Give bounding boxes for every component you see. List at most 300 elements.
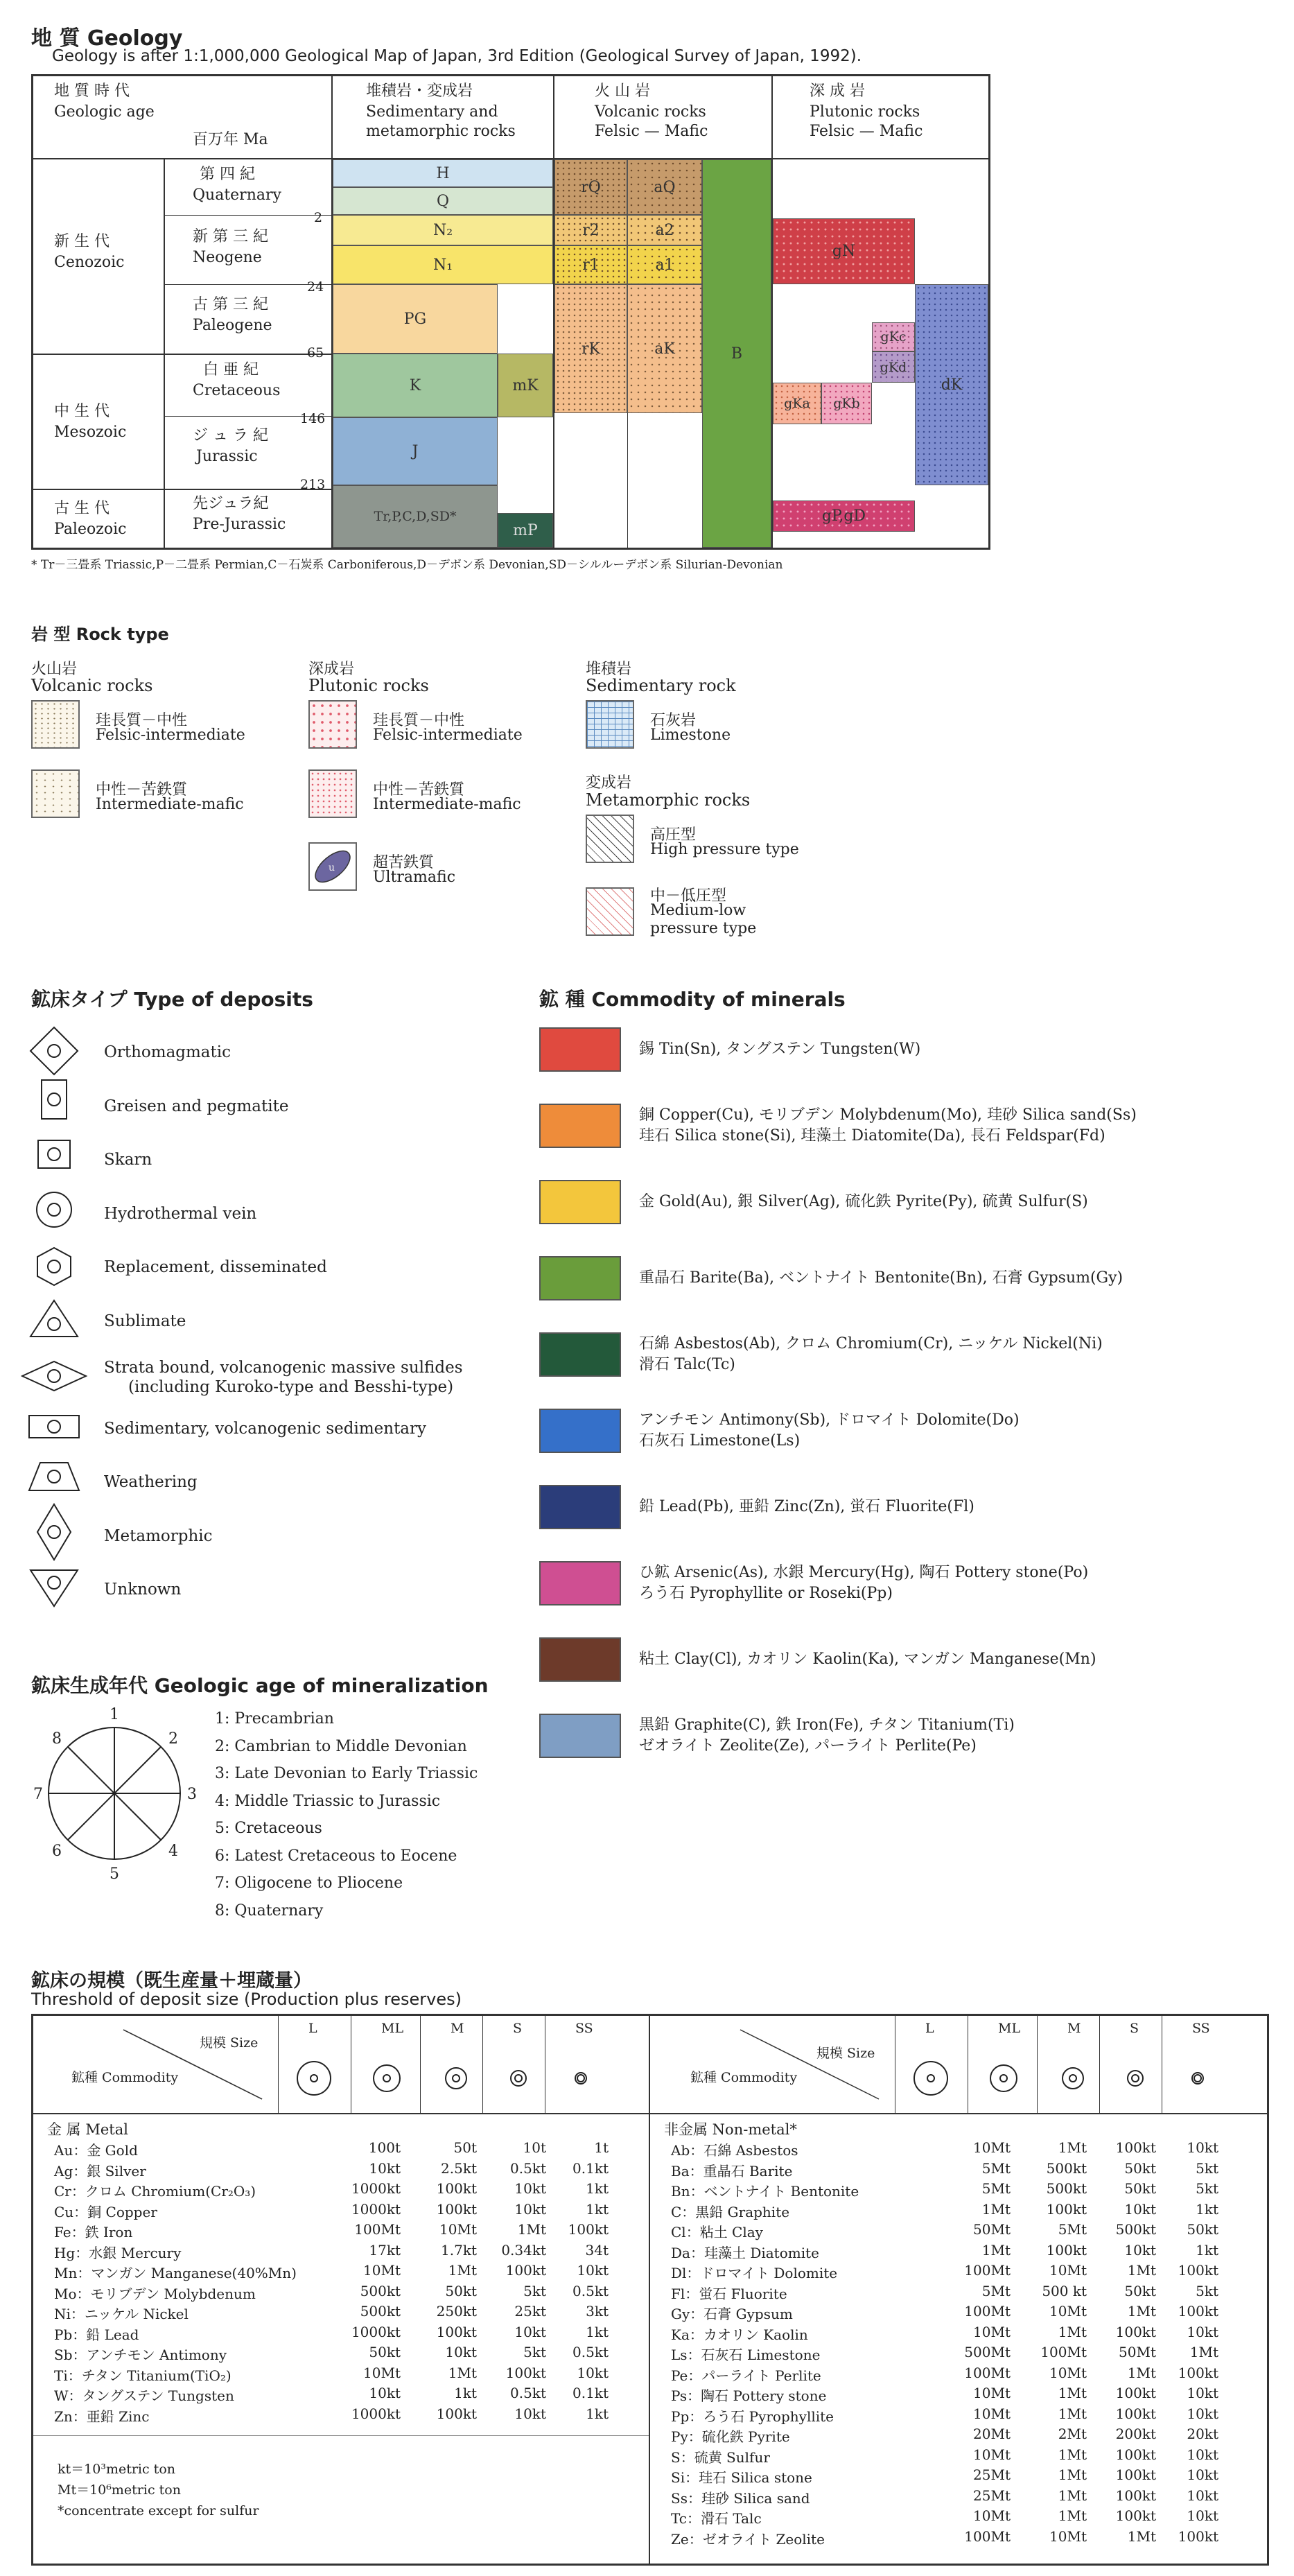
commodity-text: ろう石 Pyrophyllite or Roseki(Pp)	[639, 1585, 893, 1602]
table-cell: 50Mt	[973, 2221, 1011, 2238]
table-cell: 1Mt	[1058, 2507, 1087, 2524]
table-cell: 100kt	[1046, 2200, 1087, 2218]
legend-label: 珪長質－中性	[96, 712, 188, 729]
triangle-circle-icon	[30, 1300, 78, 1337]
table-cell: 1000kt	[351, 2323, 401, 2340]
table-row-name: Hg：水銀 Mercury	[54, 2244, 182, 2261]
commodity-text: 石綿 Asbestos(Ab), クロム Chromium(Cr), ニッケル Nickel(Ni)	[639, 1335, 1103, 1352]
diamond-circle-icon	[30, 1027, 78, 1074]
table-cell: 10kt	[514, 2180, 546, 2197]
table-cell: 1kt	[586, 2180, 609, 2197]
table-cell: 50Mt	[1119, 2344, 1156, 2360]
unit-gp: gP,gD	[773, 501, 915, 532]
table-cell: 1Mt	[1058, 2385, 1087, 2401]
table-cell: 500kt	[1046, 2180, 1087, 2197]
table-cell: 5Mt	[981, 2282, 1011, 2299]
sedimentary-en: Sedimentary rock	[586, 676, 736, 695]
table-cell: 1t	[594, 2139, 609, 2156]
unit-mk: mK	[498, 354, 553, 417]
period-en: Jurassic	[196, 448, 258, 465]
unit-r1: r1	[554, 245, 627, 284]
table-cell: 34t	[585, 2241, 609, 2259]
legend-label: Limestone	[650, 726, 731, 744]
table-cell: 500kt	[360, 2282, 401, 2299]
era-en: Paleozoic	[54, 521, 127, 538]
table-cell: 10Mt	[1049, 2364, 1087, 2381]
volcanic-jp: 火山岩	[31, 661, 78, 678]
table-cell: 100kt	[436, 2323, 477, 2340]
table-row-name: W：タングステン Tungsten	[54, 2387, 234, 2404]
table-cell: 10Mt	[1049, 2262, 1087, 2279]
size-code: ML	[998, 2021, 1021, 2036]
legend-label: 中性－苦鉄質	[373, 781, 465, 799]
table-cell: 5kt	[523, 2344, 546, 2360]
table-cell: 1000kt	[351, 2405, 401, 2422]
table-cell: 200kt	[1115, 2426, 1156, 2442]
table-cell: 50kt	[369, 2344, 401, 2360]
table-cell: 1Mt	[981, 2200, 1011, 2218]
note: *concentrate except for sulfur	[58, 2503, 259, 2518]
deposit-type-title: 鉱床タイプ Type of deposits	[31, 988, 313, 1011]
legend-label: 石灰岩	[650, 712, 697, 729]
commodity-swatch	[539, 1409, 621, 1453]
lens-circle-icon	[22, 1361, 86, 1391]
threshold-title: 鉱床の規模（既生産量＋埋蔵量）	[31, 1970, 312, 1992]
mineral-age-title: 鉱床生成年代 Geologic age of mineralization	[31, 1674, 489, 1697]
unit-ak: aK	[627, 284, 702, 413]
table-cell: 0.5kt	[510, 2385, 546, 2401]
table-cell: 1Mt	[1127, 2527, 1156, 2545]
table-cell: 100kt	[1115, 2466, 1156, 2483]
table-cell: 1Mt	[981, 2241, 1011, 2259]
header-sed-en1: Sedimentary and	[366, 103, 498, 121]
age-clock-diagram	[31, 1702, 211, 1882]
table-row-name: Sb：アンチモン Antimony	[54, 2347, 227, 2363]
rock-type-title: 岩 型 Rock type	[31, 625, 169, 644]
table-cell: 1000kt	[351, 2200, 401, 2218]
table-cell: 250kt	[436, 2303, 477, 2320]
table-cell: 1Mt	[1058, 2466, 1087, 2483]
plutonic-jp: 深成岩	[308, 661, 355, 678]
legend-label: Medium-low	[650, 902, 746, 919]
metal-header: 金 属 Metal	[47, 2121, 128, 2138]
age-num: 3	[187, 1786, 197, 1803]
volcanic-en: Volcanic rocks	[31, 676, 153, 695]
legend-label: Ultramafic	[373, 869, 456, 886]
table-row-name: Bn：ベントナイト Bentonite	[671, 2183, 859, 2200]
header-plu-en2: Felsic — Mafic	[810, 123, 923, 140]
commodity-text: 黒鉛 Graphite(C), 鉄 Iron(Fe), チタン Titanium(Ti)	[639, 1716, 1015, 1734]
table-cell: 100kt	[1178, 2303, 1218, 2320]
table-cell: 5kt	[1196, 2159, 1218, 2177]
period-en: Neogene	[193, 249, 262, 266]
table-cell: 5Mt	[981, 2159, 1011, 2177]
wide-rect-circle-icon	[29, 1416, 79, 1438]
commodity-title: 鉱 種 Commodity of minerals	[539, 988, 846, 1011]
table-cell: 1kt	[586, 2323, 609, 2340]
trapezoid-circle-icon	[29, 1463, 79, 1490]
commodity-swatch	[539, 1180, 621, 1224]
table-row-name: Mn：マンガン Manganese(40%Mn)	[54, 2265, 297, 2281]
table-cell: 0.5kt	[572, 2282, 609, 2299]
table-cell: 10Mt	[973, 2446, 1011, 2463]
deposit-label: Skarn	[104, 1151, 152, 1169]
table-cell: 2.5kt	[441, 2159, 477, 2177]
table-cell: 100kt	[568, 2221, 609, 2238]
table-cell: 50kt	[1124, 2180, 1156, 2197]
header-vol-jp: 火 山 岩	[595, 82, 650, 100]
table-cell: 2Mt	[1058, 2426, 1087, 2442]
table-row-name: Pe：パーライト Perlite	[671, 2367, 821, 2384]
table-cell: 1000kt	[351, 2180, 401, 2197]
table-cell: 100Mt	[964, 2527, 1011, 2545]
commodity-text: 粘土 Clay(Cl), カオリン Kaolin(Ka), マンガン Manganese(Mn)	[639, 1651, 1096, 1668]
note: kt＝10³metric ton	[58, 2462, 175, 2477]
table-cell: 500kt	[360, 2303, 401, 2320]
table-cell: 10kt	[1187, 2466, 1218, 2483]
table-cell: 10kt	[445, 2344, 477, 2360]
commodity-swatch	[539, 1637, 621, 1682]
table-cell: 10kt	[577, 2364, 609, 2381]
size-circle-icon	[293, 2057, 335, 2099]
table-cell: 0.34kt	[501, 2241, 546, 2259]
deposit-label: Unknown	[104, 1581, 182, 1599]
unit-j: J	[333, 417, 498, 485]
table-row-name: Cu：銅 Copper	[54, 2203, 157, 2220]
size-circle-icon	[1177, 2057, 1218, 2099]
table-cell: 1Mt	[1189, 2344, 1218, 2360]
commodity-text: 重晶石 Barite(Ba), ベントナイト Bentonite(Bn), 石膏 Gypsum(Gy)	[639, 1269, 1123, 1287]
period-en: Cretaceous	[193, 382, 281, 399]
size-circle-icon	[1114, 2057, 1156, 2099]
table-cell: 10Mt	[973, 2323, 1011, 2340]
header-sed-en2: metamorphic rocks	[366, 123, 516, 140]
ma-tick: 24	[307, 279, 324, 295]
tall-diamond-circle-icon	[37, 1504, 71, 1560]
age-item: 7: Oligocene to Pliocene	[215, 1874, 403, 1892]
header-plu-jp: 深 成 岩	[810, 82, 865, 100]
table-cell: 50kt	[1124, 2159, 1156, 2177]
age-num: 6	[52, 1843, 62, 1860]
commodity-swatch	[539, 1104, 621, 1148]
unit-k: K	[333, 354, 498, 417]
table-cell: 10Mt	[1049, 2527, 1087, 2545]
table-cell: 100t	[368, 2139, 401, 2156]
unit-pg: PG	[333, 284, 498, 354]
period-jp: ジ ュ ラ 紀	[193, 427, 268, 444]
legend-label: 高圧型	[650, 826, 697, 844]
table-cell: 100Mt	[964, 2303, 1011, 2320]
table-row-name: Pb：鉛 Lead	[54, 2326, 139, 2343]
deposit-label: Greisen and pegmatite	[104, 1097, 289, 1115]
table-cell: 10kt	[514, 2200, 546, 2218]
period-jp: 白 亜 紀	[203, 361, 259, 378]
table-cell: 5Mt	[1058, 2221, 1087, 2238]
period-jp: 古 第 三 紀	[193, 296, 268, 313]
unit-mp: mP	[498, 513, 553, 548]
header-sed-jp: 堆積岩・変成岩	[366, 82, 473, 100]
commodity-swatch	[539, 1332, 621, 1377]
commodity-text: 石灰石 Limestone(Ls)	[639, 1432, 801, 1450]
unit-a2: a2	[627, 215, 702, 245]
table-cell: 3kt	[586, 2303, 609, 2320]
commodity-swatch	[539, 1485, 621, 1529]
volcanic-mafic-swatch	[31, 769, 80, 818]
unit-aq: aQ	[627, 159, 702, 215]
table-row-name: Ze：ゼオライト Zeolite	[671, 2530, 825, 2548]
plutonic-mafic-swatch	[308, 769, 357, 818]
table-row-name: Au：金 Gold	[54, 2142, 138, 2159]
table-cell: 1Mt	[1058, 2405, 1087, 2422]
legend-label: pressure type	[650, 920, 757, 937]
table-cell: 500Mt	[964, 2344, 1011, 2360]
medium-low-pressure-swatch	[586, 887, 634, 936]
era-jp: 中 生 代	[54, 403, 110, 420]
header-ma: 百万年 Ma	[193, 131, 268, 148]
period-en: Paleogene	[193, 317, 272, 334]
period-jp: 第 四 紀	[200, 166, 255, 183]
deposit-label: Metamorphic	[104, 1527, 213, 1545]
table-row-name: Fl：蛍石 Fluorite	[671, 2285, 787, 2302]
size-circle-icon	[560, 2057, 602, 2099]
limestone-swatch	[586, 700, 634, 749]
table-cell: 25kt	[514, 2303, 546, 2320]
threshold-subtitle: Threshold of deposit size (Production plus reserves)	[31, 1990, 462, 2009]
ma-tick: 146	[300, 411, 326, 426]
size-code: ML	[381, 2021, 404, 2036]
deposit-label: Replacement, disseminated	[104, 1258, 327, 1276]
unit-rq: rQ	[554, 159, 627, 215]
size-circle-icon	[910, 2057, 952, 2099]
table-row-name: C：黒鉛 Graphite	[671, 2203, 790, 2220]
table-cell: 50kt	[445, 2282, 477, 2299]
table-cell: 100kt	[1115, 2446, 1156, 2463]
table-cell: 100kt	[505, 2364, 546, 2381]
unit-rk: rK	[554, 284, 627, 413]
table-cell: 10Mt	[363, 2262, 401, 2279]
period-jp: 新 第 三 紀	[193, 228, 268, 245]
table-cell: 10Mt	[973, 2385, 1011, 2401]
commodity-text: アンチモン Antimony(Sb), ドロマイト Dolomite(Do)	[639, 1411, 1020, 1429]
table-cell: 100kt	[505, 2262, 546, 2279]
table-row-name: Da：珪藻土 Diatomite	[671, 2244, 819, 2261]
age-num: 7	[33, 1786, 43, 1803]
table-cell: 100kt	[1115, 2487, 1156, 2504]
commodity-text: 銅 Copper(Cu), モリブデン Molybdenum(Mo), 珪砂 Silica sand(Ss)	[639, 1106, 1137, 1124]
table-cell: 10Mt	[1049, 2303, 1087, 2320]
unit-a1: a1	[627, 245, 702, 284]
age-item: 1: Precambrian	[215, 1710, 334, 1728]
age-num: 4	[168, 1843, 178, 1860]
size-code: M	[451, 2021, 464, 2036]
table-cell: 10kt	[577, 2262, 609, 2279]
deposit-symbols	[21, 1026, 97, 1636]
table-cell: 1Mt	[1127, 2303, 1156, 2320]
unit-gkb: gKb	[821, 383, 872, 424]
deposit-label: Strata bound, volcanogenic massive sulfides	[104, 1359, 463, 1377]
header-vol-en1: Volcanic rocks	[595, 103, 706, 121]
deposit-label: Orthomagmatic	[104, 1043, 231, 1061]
age-item: 3: Late Devonian to Early Triassic	[215, 1765, 478, 1782]
unit-tr: Tr,P,C,D,SD*	[333, 485, 498, 548]
table-row-name: S：硫黄 Sulfur	[671, 2448, 770, 2466]
square-circle-icon	[38, 1140, 70, 1168]
table-row-name: Py：硫化鉄 Pyrite	[671, 2428, 790, 2445]
deposit-label: Hydrothermal vein	[104, 1205, 257, 1223]
geology-footnote: * Tr－三畳系 Triassic,P－二畳系 Permian,C－石炭系 Carboniferous,D－デボン系 Devonian,SD－シルルーデボン系 Silurian-Devonian	[31, 558, 783, 572]
nonmetal-header: 非金属 Non-metal*	[664, 2121, 797, 2138]
deposit-label: (including Kuroko-type and Besshi-type)	[128, 1378, 454, 1396]
legend-label: 中性－苦鉄質	[96, 781, 188, 799]
table-cell: 1kt	[1196, 2241, 1218, 2259]
table-cell: 20Mt	[973, 2426, 1011, 2442]
table-row-name: Ni：ニッケル Nickel	[54, 2306, 189, 2322]
commodity-label: 鉱種 Commodity	[690, 2070, 798, 2085]
volcanic-felsic-swatch	[31, 700, 80, 749]
table-cell: 10kt	[1187, 2323, 1218, 2340]
age-item: 4: Middle Triassic to Jurassic	[215, 1792, 441, 1810]
size-code: L	[308, 2021, 317, 2036]
table-row-name: Pp：ろう石 Pyrophyllite	[671, 2408, 834, 2425]
table-cell: 100Mt	[964, 2262, 1011, 2279]
table-cell: 10kt	[1124, 2241, 1156, 2259]
double-circle-icon	[37, 1192, 71, 1227]
table-cell: 17kt	[369, 2241, 401, 2259]
age-num: 8	[52, 1730, 62, 1748]
table-cell: 10t	[523, 2139, 546, 2156]
table-cell: 100kt	[1115, 2507, 1156, 2524]
commodity-swatch	[539, 1027, 621, 1072]
deposit-label: Weathering	[104, 1473, 198, 1491]
age-num: 2	[168, 1730, 178, 1748]
table-cell: 10kt	[1187, 2385, 1218, 2401]
table-cell: 20kt	[1187, 2426, 1218, 2442]
table-cell: 100kt	[1115, 2405, 1156, 2422]
table-row-name: Ss：珪砂 Silica sand	[671, 2489, 810, 2507]
unit-r2: r2	[554, 215, 627, 245]
table-cell: 10Mt	[439, 2221, 477, 2238]
table-cell: 1Mt	[517, 2221, 546, 2238]
table-cell: 25Mt	[973, 2466, 1011, 2483]
metamorphic-en: Metamorphic rocks	[586, 790, 751, 810]
commodity-swatch	[539, 1256, 621, 1300]
age-item: 8: Quaternary	[215, 1901, 324, 1920]
table-row-name: Tc：滑石 Talc	[671, 2510, 762, 2527]
table-cell: 0.1kt	[572, 2159, 609, 2177]
threshold-table	[31, 2014, 1269, 2566]
ma-tick: 65	[307, 345, 324, 360]
table-row-name: Ka：カオリン Kaolin	[671, 2326, 808, 2343]
table-cell: 5kt	[523, 2282, 546, 2299]
table-cell: 10kt	[369, 2385, 401, 2401]
table-cell: 5kt	[1196, 2180, 1218, 2197]
table-row-name: Mo：モリブデン Molybdenum	[54, 2285, 256, 2302]
geology-table	[31, 74, 990, 550]
table-cell: 5kt	[1196, 2282, 1218, 2299]
size-label: 規模 Size	[200, 2035, 259, 2051]
table-cell: 10kt	[1187, 2405, 1218, 2422]
commodity-text: 錫 Tin(Sn), タングステン Tungsten(W)	[639, 1041, 921, 1058]
period-en: Quaternary	[193, 186, 281, 204]
table-cell: 500 kt	[1042, 2282, 1087, 2299]
table-cell: 1kt	[586, 2405, 609, 2422]
legend-label: 超苦鉄質	[373, 854, 435, 871]
size-code: S	[1130, 2021, 1139, 2036]
table-row-name: Ba：重晶石 Barite	[671, 2162, 793, 2179]
commodity-text: 鉛 Lead(Pb), 亜鉛 Zinc(Zn), 蛍石 Fluorite(Fl)	[639, 1498, 974, 1515]
table-cell: 10kt	[514, 2323, 546, 2340]
table-cell: 10kt	[1187, 2139, 1218, 2156]
size-circle-icon	[366, 2057, 408, 2099]
table-row-name: Ag：銀 Silver	[54, 2162, 146, 2179]
table-row-name: Cr：クロム Chromium(Cr₂O₃)	[54, 2183, 256, 2200]
size-code: SS	[575, 2021, 593, 2036]
table-row-name: Ls：石灰石 Limestone	[671, 2347, 821, 2363]
table-cell: 0.5kt	[510, 2159, 546, 2177]
age-item: 5: Cretaceous	[215, 1820, 322, 1837]
table-cell: 1kt	[1196, 2200, 1218, 2218]
header-plu-en1: Plutonic rocks	[810, 103, 920, 121]
unit-b: B	[702, 159, 771, 548]
hexagon-circle-icon	[37, 1248, 71, 1285]
legend-label: 中－低圧型	[650, 887, 727, 905]
table-cell: 1Mt	[1058, 2446, 1087, 2463]
era-jp: 新 生 代	[54, 233, 110, 250]
table-cell: 10kt	[514, 2405, 546, 2422]
geology-title: 地 質 Geology	[31, 26, 183, 51]
size-label: 規模 Size	[816, 2046, 875, 2061]
table-cell: 0.1kt	[572, 2385, 609, 2401]
table-cell: 10kt	[369, 2159, 401, 2177]
table-cell: 1kt	[586, 2200, 609, 2218]
table-cell: 10Mt	[363, 2364, 401, 2381]
size-circle-icon	[498, 2057, 539, 2099]
table-cell: 100kt	[1178, 2262, 1218, 2279]
table-cell: 100kt	[1115, 2139, 1156, 2156]
table-cell: 500kt	[1115, 2221, 1156, 2238]
table-row-name: Cl：粘土 Clay	[671, 2224, 763, 2240]
commodity-text: 金 Gold(Au), 銀 Silver(Ag), 硫化鉄 Pyrite(Py), 硫黄 Sulfur(S)	[639, 1193, 1088, 1210]
table-cell: 1Mt	[1058, 2139, 1087, 2156]
note: Mt＝10⁶metric ton	[58, 2482, 181, 2498]
commodity-text: ゼオライト Zeolite(Ze), パーライト Perlite(Pe)	[639, 1737, 977, 1755]
inverted-triangle-circle-icon	[30, 1570, 78, 1606]
header-age-jp: 地 質 時 代	[54, 82, 130, 100]
table-cell: 10Mt	[973, 2405, 1011, 2422]
commodity-text: ひ鉱 Arsenic(As), 水銀 Mercury(Hg), 陶石 Pottery stone(Po)	[639, 1564, 1089, 1581]
age-num: 1	[110, 1706, 119, 1723]
size-code: SS	[1192, 2021, 1210, 2036]
tall-rect-circle-icon	[42, 1080, 67, 1119]
legend-label: Intermediate-mafic	[373, 796, 521, 813]
table-cell: 50kt	[1187, 2221, 1218, 2238]
header-vol-en2: Felsic — Mafic	[595, 123, 708, 140]
table-row-name: Gy：石膏 Gypsum	[671, 2306, 793, 2322]
table-row-name: Fe：鉄 Iron	[54, 2224, 133, 2240]
table-cell: 1kt	[454, 2385, 477, 2401]
period-jp: 先ジュラ紀	[193, 495, 269, 512]
table-cell: 50t	[453, 2139, 477, 2156]
table-cell: 100kt	[1046, 2241, 1087, 2259]
table-row-name: Ti：チタン Titanium(TiO₂)	[54, 2367, 231, 2384]
table-cell: 10kt	[1124, 2200, 1156, 2218]
legend-label: Felsic-intermediate	[373, 726, 523, 744]
deposit-label: Sublimate	[104, 1312, 186, 1330]
table-cell: 1.7kt	[441, 2241, 477, 2259]
unit-dk: dK	[915, 284, 988, 485]
table-cell: 100kt	[1115, 2385, 1156, 2401]
period-en: Pre-Jurassic	[193, 516, 286, 533]
